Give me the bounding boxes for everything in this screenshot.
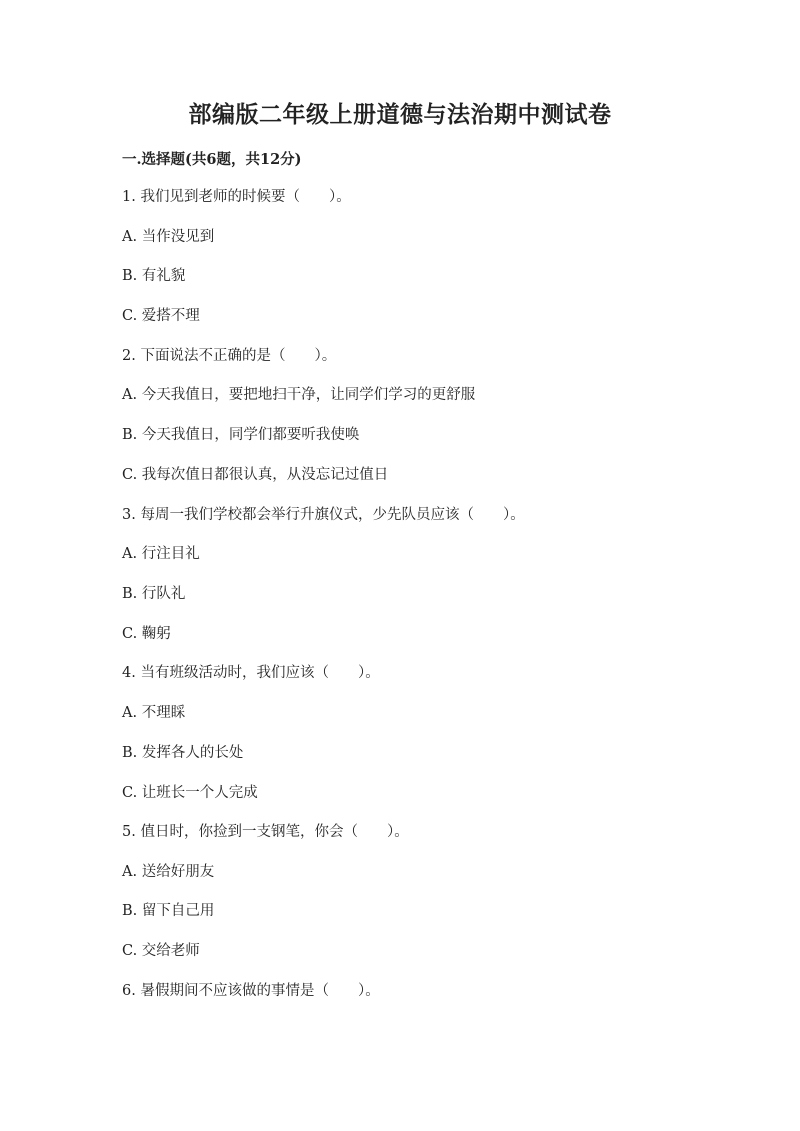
q1-option-c: C. 爱搭不理 [122, 308, 200, 324]
question-2: 2. 下面说法不正确的是（ ）。 [122, 348, 337, 364]
q2-option-a: A. 今天我值日，要把地扫干净，让同学们学习的更舒服 [122, 387, 476, 403]
q1-option-b: B. 有礼貌 [122, 268, 186, 284]
q5-option-c: C. 交给老师 [122, 943, 200, 959]
q2-option-b: B. 今天我值日，同学们都要听我使唤 [122, 427, 360, 443]
q4-option-a: A. 不理睬 [122, 705, 186, 721]
q3-option-c: C. 鞠躬 [122, 626, 171, 642]
q5-option-b: B. 留下自己用 [122, 903, 215, 919]
section-heading: 一.选择题(共6题，共12分) [122, 151, 302, 168]
question-4: 4. 当有班级活动时，我们应该（ ）。 [122, 665, 380, 681]
q2-option-c: C. 我每次值日都很认真，从没忘记过值日 [122, 467, 389, 483]
q3-option-b: B. 行队礼 [122, 586, 186, 602]
question-3: 3. 每周一我们学校都会举行升旗仪式，少先队员应该（ ）。 [122, 507, 525, 523]
q4-option-b: B. 发挥各人的长处 [122, 745, 244, 761]
q3-option-a: A. 行注目礼 [122, 546, 200, 562]
q5-option-a: A. 送给好朋友 [122, 864, 215, 880]
question-6: 6. 暑假期间不应该做的事情是（ ）。 [122, 983, 380, 999]
q4-option-c: C. 让班长一个人完成 [122, 785, 258, 801]
page-title: 部编版二年级上册道德与法治期中测试卷 [188, 101, 612, 128]
q1-option-a: A. 当作没见到 [122, 229, 215, 245]
question-1: 1. 我们见到老师的时候要（ ）。 [122, 189, 351, 205]
question-5: 5. 值日时，你捡到一支钢笔，你会（ ）。 [122, 824, 409, 840]
